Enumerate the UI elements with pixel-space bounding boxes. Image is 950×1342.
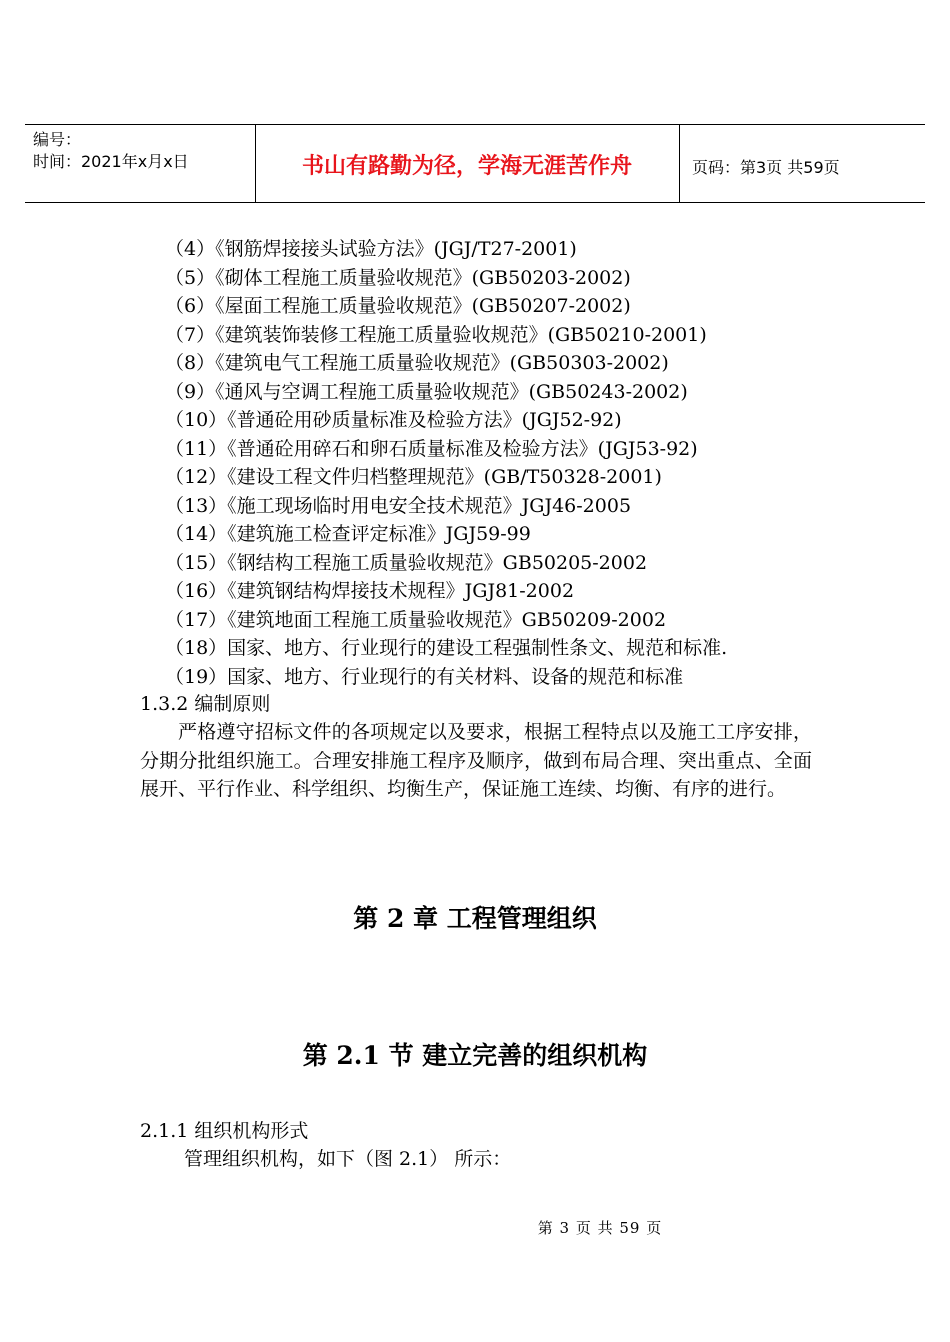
header-motto: 书山有路勤为径，学海无涯苦作舟 bbox=[301, 154, 632, 179]
list-item: （13）《施工现场临时用电安全技术规范》JGJ46-2005 bbox=[165, 494, 632, 517]
section-heading-1-3-2: 1.3.2 编制原则 bbox=[140, 693, 271, 715]
doc-number-label: 编号： bbox=[33, 130, 82, 149]
section-title: 第 2.1 节 建立完善的组织机构 bbox=[302, 1041, 648, 1070]
list-item: （19）国家、地方、行业现行的有关材料、设备的规范和标准 bbox=[165, 665, 684, 688]
header-meta-cell bbox=[25, 125, 256, 202]
list-item: （5）《砌体工程施工质量验收规范》(GB50203-2002) bbox=[165, 266, 631, 289]
page-header bbox=[25, 124, 925, 203]
list-item: （10）《普通砼用砂质量标准及检验方法》(JGJ52-92) bbox=[165, 409, 622, 431]
header-page-cell bbox=[680, 125, 925, 202]
list-item: （15）《钢结构工程施工质量验收规范》GB50205-2002 bbox=[165, 551, 648, 574]
list-item: （4）《钢筋焊接接头试验方法》(JGJ/T27-2001) bbox=[165, 238, 577, 260]
header-page-info: 页码：第3页 共59页 bbox=[692, 158, 840, 177]
reference-list bbox=[165, 235, 845, 691]
principles-paragraph: 严格遵守招标文件的各项规定以及要求，根据工程特点以及施工工序安排，分期分批组织施工。合理安排施工程序及顺序，做到布局合理、突出重点、全面展开、平行作业、科学组织、均衡生产，保证施工连续、均衡、有序的进行。 bbox=[140, 721, 812, 800]
list-item: （6）《屋面工程施工质量验收规范》(GB50207-2002) bbox=[165, 295, 631, 317]
list-item: （17）《建筑地面工程施工质量验收规范》GB50209-2002 bbox=[165, 608, 667, 631]
list-item: （14）《建筑施工检查评定标准》JGJ59-99 bbox=[165, 523, 531, 545]
page-footer: 第 3 页 共 59 页 bbox=[537, 1219, 663, 1237]
list-item: （7）《建筑装饰装修工程施工质量验收规范》(GB50210-2001) bbox=[165, 323, 707, 346]
list-item: （8）《建筑电气工程施工质量验收规范》(GB50303-2002) bbox=[165, 352, 669, 374]
org-structure-text: 管理组织机构，如下（图 2.1） 所示： bbox=[184, 1148, 512, 1170]
list-item: （9）《通风与空调工程施工质量验收规范》(GB50243-2002) bbox=[165, 380, 688, 403]
chapter-title: 第 2 章 工程管理组织 bbox=[353, 904, 597, 933]
doc-time-label: 时间：2021年x月x日 bbox=[33, 152, 189, 171]
list-item: （18）国家、地方、行业现行的建设工程强制性条文、规范和标准. bbox=[165, 637, 728, 659]
list-item: （11）《普通砼用碎石和卵石质量标准及检验方法》(JGJ53-92) bbox=[165, 437, 698, 460]
header-motto-cell bbox=[255, 125, 680, 202]
list-item: （12）《建设工程文件归档整理规范》(GB/T50328-2001) bbox=[165, 466, 662, 488]
section-heading-2-1-1: 2.1.1 组织机构形式 bbox=[140, 1120, 309, 1142]
list-item: （16）《建筑钢结构焊接技术规程》JGJ81-2002 bbox=[165, 580, 575, 602]
